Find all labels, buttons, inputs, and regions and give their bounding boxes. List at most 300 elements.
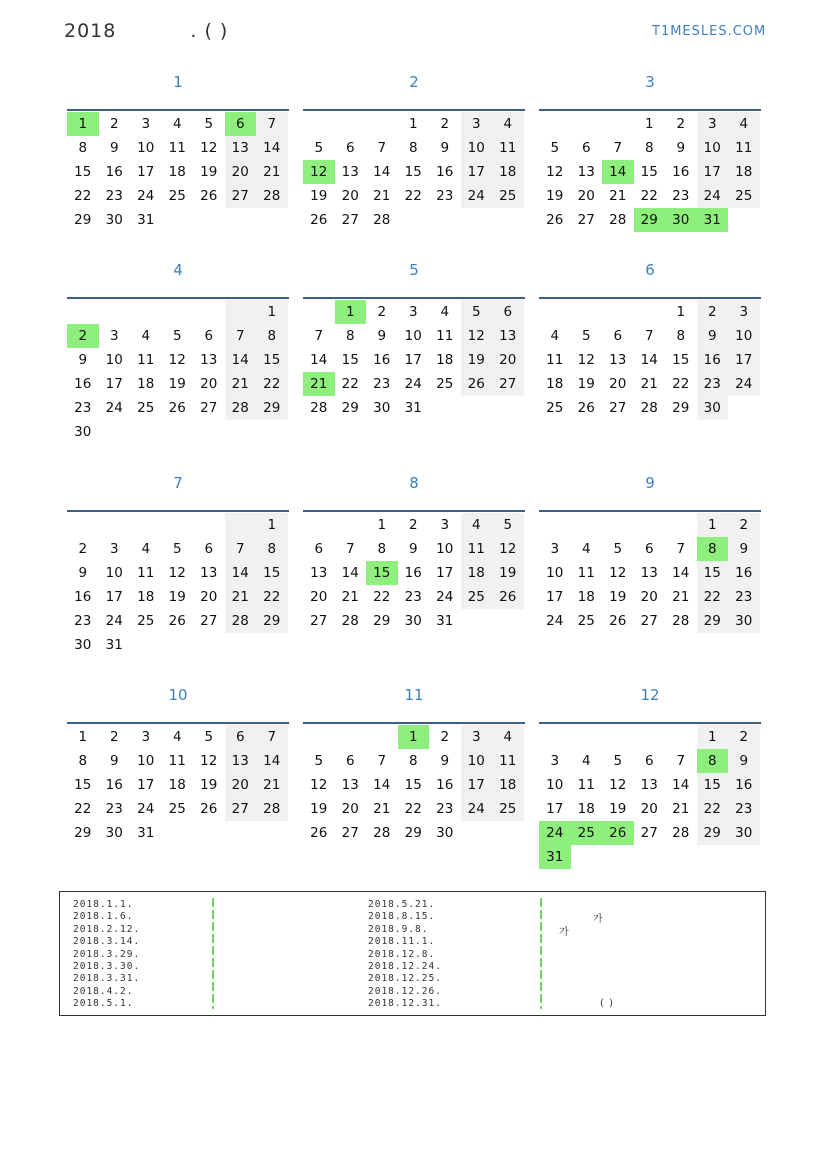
day-cell: 3 bbox=[109, 541, 119, 557]
day-cell: 4 bbox=[581, 753, 591, 769]
day-cell: 27 bbox=[577, 212, 595, 228]
day-cell: 20 bbox=[492, 348, 524, 372]
day-cell: 6 bbox=[345, 753, 355, 769]
day-cell: 5 bbox=[461, 300, 493, 324]
day-cell: 1 bbox=[256, 513, 288, 537]
day-cell: 5 bbox=[172, 328, 182, 344]
holiday-day-cell: 26 bbox=[602, 821, 634, 845]
day-cell: 25 bbox=[577, 613, 595, 629]
day-cell: 10 bbox=[461, 749, 493, 773]
day-cell: 25 bbox=[137, 613, 155, 629]
day-cell: 26 bbox=[577, 400, 595, 416]
day-cell: 28 bbox=[225, 396, 257, 420]
day-cell: 23 bbox=[105, 801, 123, 817]
day-cell: 28 bbox=[609, 212, 627, 228]
day-grid bbox=[67, 725, 289, 845]
day-cell: 20 bbox=[609, 376, 627, 392]
empty-cell bbox=[130, 300, 162, 324]
day-cell: 20 bbox=[640, 801, 658, 817]
day-cell: 28 bbox=[256, 797, 288, 821]
month-label: 12 bbox=[640, 686, 660, 704]
day-cell: 22 bbox=[640, 188, 658, 204]
day-cell: 25 bbox=[137, 400, 155, 416]
day-cell: 11 bbox=[461, 537, 493, 561]
day-cell: 2 bbox=[109, 729, 119, 745]
day-cell: 30 bbox=[105, 825, 123, 841]
day-cell: 26 bbox=[200, 801, 218, 817]
day-cell: 21 bbox=[373, 188, 391, 204]
day-grid bbox=[539, 513, 761, 633]
empty-cell bbox=[602, 513, 634, 537]
holiday-day-cell: 1 bbox=[67, 112, 99, 136]
day-cell: 24 bbox=[436, 589, 454, 605]
holiday-day-cell: 30 bbox=[665, 208, 697, 232]
empty-cell bbox=[634, 300, 666, 324]
day-cell: 12 bbox=[200, 140, 218, 156]
day-cell: 2 bbox=[408, 517, 418, 533]
day-cell: 30 bbox=[728, 821, 760, 845]
day-cell: 26 bbox=[200, 188, 218, 204]
empty-cell bbox=[539, 725, 571, 749]
day-cell: 10 bbox=[728, 324, 760, 348]
day-cell: 25 bbox=[168, 801, 186, 817]
month-label: 9 bbox=[645, 474, 655, 492]
day-cell: 27 bbox=[492, 372, 524, 396]
holiday-day-cell: 31 bbox=[697, 208, 729, 232]
day-cell: 10 bbox=[461, 136, 493, 160]
day-cell: 26 bbox=[310, 825, 328, 841]
day-cell: 27 bbox=[200, 400, 218, 416]
day-cell: 13 bbox=[577, 164, 595, 180]
day-cell: 9 bbox=[676, 140, 686, 156]
day-cell: 21 bbox=[256, 773, 288, 797]
day-cell: 3 bbox=[550, 753, 560, 769]
day-cell: 1 bbox=[377, 517, 387, 533]
day-cell: 4 bbox=[581, 541, 591, 557]
day-cell: 19 bbox=[200, 164, 218, 180]
day-cell: 5 bbox=[204, 116, 214, 132]
day-cell: 21 bbox=[341, 589, 359, 605]
day-cell: 15 bbox=[404, 164, 422, 180]
day-cell: 8 bbox=[256, 537, 288, 561]
day-grid bbox=[67, 112, 289, 232]
day-cell: 27 bbox=[225, 797, 257, 821]
day-cell: 3 bbox=[440, 517, 450, 533]
day-cell: 14 bbox=[672, 777, 690, 793]
day-cell: 18 bbox=[436, 352, 454, 368]
day-cell: 23 bbox=[697, 372, 729, 396]
holiday-date: 2018.3.14. bbox=[73, 936, 141, 948]
day-cell: 1 bbox=[78, 729, 88, 745]
empty-cell bbox=[571, 300, 603, 324]
day-cell: 28 bbox=[256, 184, 288, 208]
day-cell: 31 bbox=[436, 613, 454, 629]
empty-cell bbox=[571, 725, 603, 749]
day-cell: 7 bbox=[256, 725, 288, 749]
day-cell: 25 bbox=[436, 376, 454, 392]
day-cell: 2 bbox=[728, 513, 760, 537]
day-cell: 4 bbox=[440, 304, 450, 320]
day-cell: 4 bbox=[728, 112, 760, 136]
day-grid bbox=[303, 300, 525, 420]
day-cell: 26 bbox=[168, 613, 186, 629]
day-cell: 9 bbox=[728, 537, 760, 561]
month-4 bbox=[67, 260, 289, 444]
day-cell: 4 bbox=[461, 513, 493, 537]
holiday-day-cell: 12 bbox=[303, 160, 335, 184]
day-cell: 7 bbox=[644, 328, 654, 344]
empty-cell bbox=[162, 513, 194, 537]
day-cell: 28 bbox=[640, 400, 658, 416]
day-cell: 20 bbox=[577, 188, 595, 204]
empty-cell bbox=[335, 513, 367, 537]
month-rule bbox=[67, 109, 289, 111]
day-cell: 23 bbox=[436, 801, 454, 817]
day-cell: 23 bbox=[74, 400, 92, 416]
holiday-date: 2018.12.8. bbox=[368, 948, 436, 960]
month-rule bbox=[303, 510, 525, 512]
day-grid bbox=[303, 513, 525, 633]
day-cell: 22 bbox=[373, 589, 391, 605]
day-cell: 5 bbox=[314, 753, 324, 769]
day-cell: 9 bbox=[377, 328, 387, 344]
day-cell: 5 bbox=[613, 541, 623, 557]
day-cell: 16 bbox=[105, 164, 123, 180]
day-cell: 7 bbox=[676, 753, 686, 769]
day-cell: 24 bbox=[137, 188, 155, 204]
day-cell: 11 bbox=[436, 328, 454, 344]
day-cell: 29 bbox=[404, 825, 422, 841]
day-cell: 15 bbox=[74, 777, 92, 793]
day-cell: 18 bbox=[461, 561, 493, 585]
note-mark-1: 가 bbox=[593, 914, 604, 925]
day-cell: 9 bbox=[109, 753, 119, 769]
day-cell: 2 bbox=[377, 304, 387, 320]
day-cell: 13 bbox=[492, 324, 524, 348]
empty-cell bbox=[303, 300, 335, 324]
empty-cell bbox=[539, 112, 571, 136]
day-cell: 7 bbox=[256, 112, 288, 136]
day-cell: 22 bbox=[256, 372, 288, 396]
holiday-day-cell: 29 bbox=[634, 208, 666, 232]
day-cell: 12 bbox=[310, 777, 328, 793]
day-cell: 9 bbox=[109, 140, 119, 156]
month-label: 11 bbox=[404, 686, 424, 704]
holiday-date: 2018.4.2. bbox=[73, 985, 134, 997]
day-cell: 7 bbox=[676, 541, 686, 557]
day-cell: 1 bbox=[408, 116, 418, 132]
day-cell: 13 bbox=[341, 164, 359, 180]
day-cell: 14 bbox=[373, 777, 391, 793]
day-cell: 27 bbox=[640, 825, 658, 841]
holiday-date: 2018.1.1. bbox=[73, 899, 134, 910]
day-cell: 28 bbox=[672, 613, 690, 629]
day-cell: 26 bbox=[546, 212, 564, 228]
day-cell: 10 bbox=[137, 140, 155, 156]
day-cell: 8 bbox=[676, 328, 686, 344]
holiday-date: 2018.3.30. bbox=[73, 960, 141, 972]
day-cell: 21 bbox=[609, 188, 627, 204]
empty-cell bbox=[130, 513, 162, 537]
day-cell: 10 bbox=[137, 753, 155, 769]
divider-bar-right bbox=[540, 898, 542, 1009]
day-cell: 19 bbox=[492, 561, 524, 585]
day-cell: 10 bbox=[436, 541, 454, 557]
day-cell: 29 bbox=[697, 609, 729, 633]
day-cell: 14 bbox=[373, 164, 391, 180]
day-cell: 6 bbox=[314, 541, 324, 557]
day-cell: 30 bbox=[404, 613, 422, 629]
day-cell: 23 bbox=[672, 188, 690, 204]
day-cell: 11 bbox=[577, 777, 595, 793]
holiday-day-cell: 1 bbox=[398, 725, 430, 749]
day-cell: 29 bbox=[256, 609, 288, 633]
site-link[interactable]: T1MESLES.COM bbox=[652, 24, 767, 39]
day-cell: 18 bbox=[577, 589, 595, 605]
empty-cell bbox=[225, 513, 257, 537]
day-cell: 28 bbox=[341, 613, 359, 629]
holiday-day-cell: 8 bbox=[697, 537, 729, 561]
day-cell: 15 bbox=[697, 773, 729, 797]
holiday-date: 2018.1.6. bbox=[73, 911, 134, 923]
day-cell: 4 bbox=[141, 541, 151, 557]
day-cell: 2 bbox=[440, 116, 450, 132]
day-cell: 17 bbox=[436, 565, 454, 581]
day-cell: 27 bbox=[225, 184, 257, 208]
day-cell: 21 bbox=[225, 372, 257, 396]
day-cell: 12 bbox=[492, 537, 524, 561]
day-cell: 18 bbox=[577, 801, 595, 817]
day-grid bbox=[67, 300, 289, 444]
month-7 bbox=[67, 473, 289, 657]
day-cell: 3 bbox=[728, 300, 760, 324]
day-cell: 14 bbox=[310, 352, 328, 368]
day-cell: 24 bbox=[728, 372, 760, 396]
month-2 bbox=[303, 72, 525, 232]
empty-cell bbox=[634, 725, 666, 749]
day-cell: 28 bbox=[373, 825, 391, 841]
day-cell: 9 bbox=[728, 749, 760, 773]
day-cell: 31 bbox=[105, 637, 123, 653]
day-cell: 21 bbox=[672, 801, 690, 817]
month-rule bbox=[303, 109, 525, 111]
holiday-date: 2018.12.25. bbox=[368, 973, 442, 985]
empty-cell bbox=[602, 112, 634, 136]
holiday-day-cell: 21 bbox=[303, 372, 335, 396]
holiday-date: 2018.2.12. bbox=[73, 923, 141, 935]
day-cell: 3 bbox=[550, 541, 560, 557]
day-cell: 2 bbox=[728, 725, 760, 749]
day-cell: 2 bbox=[697, 300, 729, 324]
holiday-date: 2018.12.26. bbox=[368, 985, 442, 997]
holiday-list-right bbox=[368, 899, 442, 1011]
day-cell: 16 bbox=[74, 376, 92, 392]
day-cell: 27 bbox=[341, 825, 359, 841]
day-cell: 23 bbox=[373, 376, 391, 392]
day-cell: 31 bbox=[137, 825, 155, 841]
day-cell: 24 bbox=[461, 797, 493, 821]
month-8 bbox=[303, 473, 525, 633]
day-cell: 17 bbox=[137, 777, 155, 793]
day-cell: 6 bbox=[644, 753, 654, 769]
day-cell: 7 bbox=[225, 537, 257, 561]
day-cell: 6 bbox=[644, 541, 654, 557]
day-cell: 10 bbox=[697, 136, 729, 160]
day-cell: 28 bbox=[310, 400, 328, 416]
day-cell: 22 bbox=[697, 585, 729, 609]
day-cell: 29 bbox=[373, 613, 391, 629]
day-cell: 3 bbox=[408, 304, 418, 320]
day-cell: 14 bbox=[341, 565, 359, 581]
day-cell: 29 bbox=[341, 400, 359, 416]
day-cell: 15 bbox=[404, 777, 422, 793]
holiday-day-cell: 1 bbox=[335, 300, 367, 324]
empty-cell bbox=[225, 300, 257, 324]
day-cell: 13 bbox=[225, 136, 257, 160]
day-cell: 17 bbox=[461, 160, 493, 184]
day-cell: 13 bbox=[310, 565, 328, 581]
day-cell: 30 bbox=[74, 424, 92, 440]
day-cell: 18 bbox=[137, 376, 155, 392]
day-cell: 6 bbox=[345, 140, 355, 156]
empty-cell bbox=[193, 300, 225, 324]
day-cell: 12 bbox=[461, 324, 493, 348]
day-cell: 12 bbox=[200, 753, 218, 769]
day-cell: 1 bbox=[644, 116, 654, 132]
day-cell: 20 bbox=[225, 160, 257, 184]
holiday-date: 2018.8.15. bbox=[368, 911, 436, 923]
holiday-date: 2018.12.31. bbox=[368, 998, 442, 1010]
day-cell: 20 bbox=[310, 589, 328, 605]
day-cell: 30 bbox=[105, 212, 123, 228]
day-cell: 20 bbox=[225, 773, 257, 797]
day-cell: 25 bbox=[492, 797, 524, 821]
day-cell: 20 bbox=[341, 188, 359, 204]
month-label: 4 bbox=[173, 261, 183, 279]
day-cell: 8 bbox=[78, 753, 88, 769]
day-cell: 21 bbox=[640, 376, 658, 392]
day-cell: 5 bbox=[492, 513, 524, 537]
day-cell: 14 bbox=[256, 136, 288, 160]
empty-cell bbox=[571, 513, 603, 537]
day-cell: 24 bbox=[546, 613, 564, 629]
empty-cell bbox=[67, 300, 99, 324]
empty-cell bbox=[539, 300, 571, 324]
day-cell: 3 bbox=[141, 116, 151, 132]
day-cell: 17 bbox=[697, 160, 729, 184]
day-cell: 21 bbox=[256, 160, 288, 184]
day-cell: 29 bbox=[74, 825, 92, 841]
day-cell: 15 bbox=[341, 352, 359, 368]
month-rule bbox=[303, 297, 525, 299]
day-cell: 1 bbox=[697, 725, 729, 749]
day-cell: 14 bbox=[225, 561, 257, 585]
day-cell: 15 bbox=[256, 561, 288, 585]
day-cell: 20 bbox=[200, 589, 218, 605]
day-cell: 19 bbox=[168, 376, 186, 392]
day-cell: 4 bbox=[492, 112, 524, 136]
day-cell: 17 bbox=[728, 348, 760, 372]
day-cell: 28 bbox=[373, 212, 391, 228]
holiday-date: 2018.9.8. bbox=[368, 923, 429, 935]
month-label: 5 bbox=[409, 261, 419, 279]
day-cell: 20 bbox=[200, 376, 218, 392]
day-cell: 30 bbox=[697, 396, 729, 420]
day-cell: 4 bbox=[492, 725, 524, 749]
day-cell: 19 bbox=[577, 376, 595, 392]
empty-cell bbox=[665, 725, 697, 749]
day-cell: 22 bbox=[256, 585, 288, 609]
day-cell: 10 bbox=[546, 777, 564, 793]
day-cell: 9 bbox=[408, 541, 418, 557]
day-cell: 7 bbox=[225, 324, 257, 348]
day-cell: 8 bbox=[78, 140, 88, 156]
day-cell: 21 bbox=[373, 801, 391, 817]
day-cell: 27 bbox=[609, 400, 627, 416]
day-cell: 13 bbox=[640, 565, 658, 581]
month-6 bbox=[539, 260, 761, 420]
day-cell: 8 bbox=[408, 140, 418, 156]
year-title: 2018 bbox=[64, 20, 117, 42]
page-title bbox=[64, 20, 228, 42]
month-rule bbox=[539, 109, 761, 111]
empty-cell bbox=[602, 300, 634, 324]
day-cell: 10 bbox=[546, 565, 564, 581]
month-label: 7 bbox=[173, 474, 183, 492]
day-cell: 29 bbox=[697, 821, 729, 845]
day-cell: 12 bbox=[609, 565, 627, 581]
day-cell: 21 bbox=[672, 589, 690, 605]
month-rule bbox=[303, 722, 525, 724]
day-cell: 18 bbox=[137, 589, 155, 605]
day-cell: 17 bbox=[546, 589, 564, 605]
day-cell: 19 bbox=[609, 801, 627, 817]
day-cell: 15 bbox=[640, 164, 658, 180]
day-cell: 2 bbox=[440, 729, 450, 745]
day-cell: 19 bbox=[200, 777, 218, 793]
day-cell: 11 bbox=[137, 565, 155, 581]
day-cell: 6 bbox=[613, 328, 623, 344]
day-cell: 8 bbox=[644, 140, 654, 156]
day-grid bbox=[303, 725, 525, 845]
day-cell: 3 bbox=[461, 112, 493, 136]
day-cell: 17 bbox=[404, 352, 422, 368]
day-cell: 8 bbox=[408, 753, 418, 769]
day-cell: 5 bbox=[172, 541, 182, 557]
day-cell: 16 bbox=[672, 164, 690, 180]
day-cell: 5 bbox=[613, 753, 623, 769]
day-cell: 31 bbox=[404, 400, 422, 416]
day-cell: 11 bbox=[546, 352, 564, 368]
day-cell: 26 bbox=[168, 400, 186, 416]
day-cell: 18 bbox=[728, 160, 760, 184]
day-grid bbox=[303, 112, 525, 232]
day-cell: 11 bbox=[492, 749, 524, 773]
empty-cell bbox=[571, 112, 603, 136]
day-cell: 18 bbox=[492, 773, 524, 797]
empty-cell bbox=[162, 300, 194, 324]
day-cell: 19 bbox=[609, 589, 627, 605]
empty-cell bbox=[99, 300, 131, 324]
day-cell: 25 bbox=[728, 184, 760, 208]
month-label: 6 bbox=[645, 261, 655, 279]
month-label: 10 bbox=[168, 686, 188, 704]
empty-cell bbox=[335, 725, 367, 749]
month-label: 3 bbox=[645, 73, 655, 91]
holiday-list-left bbox=[73, 899, 140, 1011]
month-rule bbox=[539, 722, 761, 724]
holiday-day-cell: 14 bbox=[602, 160, 634, 184]
